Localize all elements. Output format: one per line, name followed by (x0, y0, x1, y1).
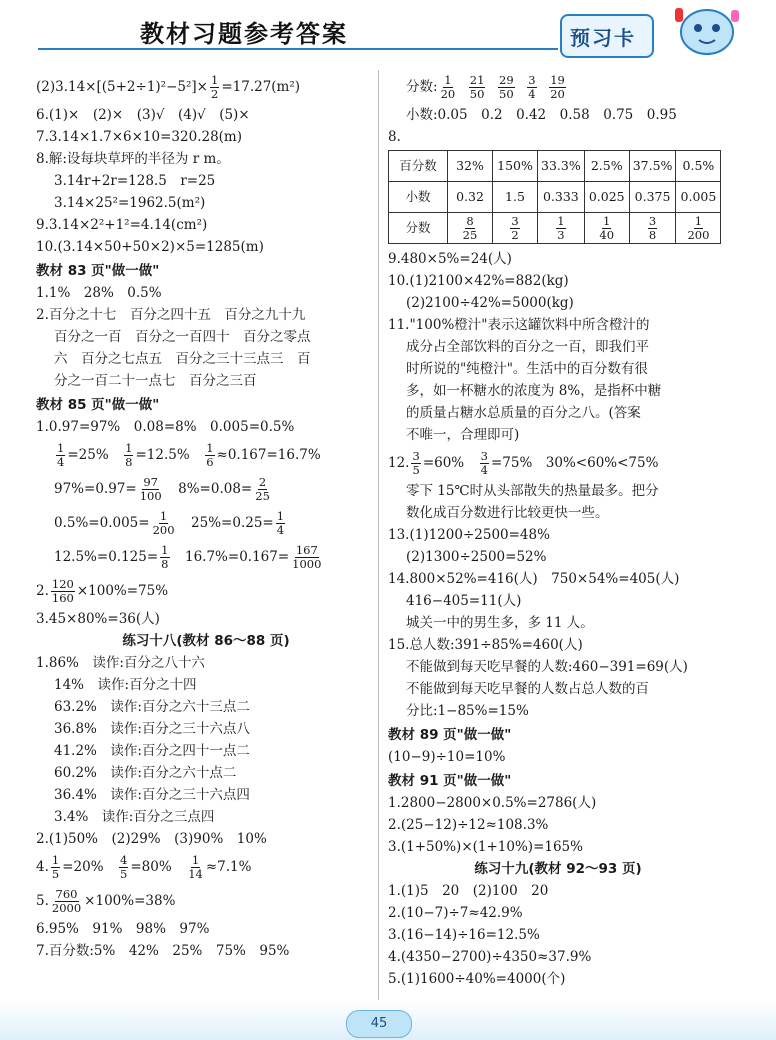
fraction: $\frac{760}{2000}$ (51, 886, 82, 915)
answer-line: (2)1300÷2500=52% (406, 549, 547, 565)
table-header-cell: 百分数 (389, 151, 448, 182)
table-cell: 2.5% (584, 151, 629, 182)
left-column (36, 70, 376, 962)
answer-9: 9.3.14×2²+1²=4.14(cm²) (36, 217, 208, 233)
section-heading: 教材 89 页"做一做" (388, 727, 512, 743)
table-header-cell: 小数 (389, 182, 448, 213)
answer-line: 分比:1−85%=15% (406, 703, 529, 719)
fraction: $\frac{1}{5}$ (51, 852, 60, 881)
answer-line: 3.(16−14)÷16=12.5% (388, 927, 540, 943)
answer-line: 城关一中的男生多，多 11 人。 (406, 615, 594, 631)
table-cell: 0.5% (676, 151, 721, 182)
answer-line: 多，如一杯糖水的浓度为 8%，是指杯中糖 (406, 383, 662, 399)
answer-line: 2.百分之十七 百分之四十五 百分之九十九 (36, 307, 306, 323)
fraction: $\frac{1}{6}$ (206, 440, 214, 469)
fraction: $\frac{1}{4}$ (57, 440, 65, 469)
answer-line: 36.4% 读作:百分之三十六点四 (54, 787, 250, 803)
fraction: $\frac{97}{100}$ (139, 474, 162, 503)
table-row (389, 151, 721, 182)
answer-line: 1.1% 28% 0.5% (36, 285, 162, 301)
answer-11: 11."100%橙汁"表示这罐饮料中所含橙汁的 (388, 317, 650, 333)
answer-line: 3.(1+50%)×(1+10%)=165% (388, 839, 583, 855)
preview-card-badge (560, 14, 654, 58)
table-row (389, 182, 721, 213)
answer-line: 2.(25−12)÷12≈108.3% (388, 817, 549, 833)
answer-line: 的质量占糖水总质量的百分之八。(答案 (406, 405, 641, 421)
answer-line: 六 百分之七点五 百分之三十三点三 百 (54, 351, 311, 367)
answer-line: (2)2100÷42%=5000(kg) (406, 295, 574, 311)
conversion-table (388, 150, 721, 244)
table-cell: $\frac{3}{8}$ (629, 213, 676, 244)
answer-8: 8.解:设每块草坪的半径为 r m。 (36, 151, 230, 167)
fraction: $\frac{21}{50}$ (469, 72, 485, 101)
answer-line: 5.(1)1600÷40%=4000(个) (388, 971, 566, 987)
answer-line: 时所说的"纯橙汁"。生活中的百分数有很 (406, 361, 648, 377)
table-row (389, 213, 721, 244)
answer-line: 63.2% 读作:百分之六十三点二 (54, 699, 250, 715)
section-heading: 教材 91 页"做一做" (388, 773, 512, 789)
answer-text: =17.27(m²) (221, 79, 301, 95)
fraction: $\frac{120}{160}$ (51, 576, 74, 605)
answer-line: 零下 15℃时从头部散失的热量最多。把分 (406, 483, 659, 499)
answer-line: 0.5%=0.005= $\frac{1}{200}$ 25%=0.25= $\frac{1}{4}$ (54, 508, 285, 537)
answer-line: 分之一百二十一点七 百分之三百 (54, 373, 257, 389)
answer-14: 14.800×52%=416(人) 750×54%=405(人) (388, 571, 680, 587)
right-column (388, 70, 728, 990)
section-heading: 练习十九(教材 92～93 页) (474, 861, 642, 877)
fraction: $\frac{1}{8}$ (125, 440, 133, 469)
fraction: $\frac{3}{4}$ (480, 448, 488, 477)
answer-8-step: 3.14r+2r=128.5 r=25 (54, 173, 216, 189)
header-underline (38, 48, 558, 50)
answer-line: 7.百分数:5% 42% 25% 75% 95% (36, 943, 290, 959)
answer-line: $\frac{1}{4}$ =25% $\frac{1}{8}$ =12.5% $\frac{1}{6}$ ≈0.167=16.7% (57, 440, 321, 469)
answer-line: 2.(10−7)÷7≈42.9% (388, 905, 523, 921)
table-cell: $\frac{1}{40}$ (584, 213, 629, 244)
table-cell: 150% (493, 151, 538, 182)
answer-line: 不能做到每天吃早餐的人数占总人数的百 (406, 681, 649, 697)
fraction: $\frac{1}{4}$ (276, 508, 285, 537)
answer-8-step: 3.14×25²=1962.5(m²) (54, 195, 206, 211)
table-cell: $\frac{8}{25}$ (448, 213, 493, 244)
answer-10: 10.(3.14×50+50×2)×5=1285(m) (36, 239, 264, 255)
table-cell: $\frac{3}{2}$ (493, 213, 538, 244)
fraction: $\frac{2}{25}$ (255, 474, 270, 503)
answer-line: 3.45×80%=36(人) (36, 611, 160, 627)
mascot-icon (655, 2, 755, 60)
answer-line: 1.2800−2800×0.5%=2786(人) (388, 795, 597, 811)
column-divider (378, 70, 379, 1000)
answer-text: (2)3.14×[(5+2÷1)²−5²]× (36, 79, 208, 95)
answer-line: 1.(1)5 20 (2)100 20 (388, 883, 549, 899)
table-cell: 0.025 (584, 182, 629, 213)
answer-7: 7.3.14×1.7×6×10=320.28(m) (36, 129, 242, 145)
answer-line: 1.86% 读作:百分之八十六 (36, 655, 205, 671)
answer-line: 2.(1)50% (2)29% (3)90% 10% (36, 831, 267, 847)
fraction: $\frac{29}{50}$ (499, 72, 514, 101)
fraction: $\frac{1}{14}$ (188, 852, 203, 881)
answer-line: 14% 读作:百分之十四 (54, 677, 197, 693)
fraction: $\frac{1}{20}$ (440, 72, 456, 101)
answer-line (36, 70, 376, 104)
answer-10: 10.(1)2100×42%=882(kg) (388, 273, 569, 289)
answer-line: 60.2% 读作:百分之六十点二 (54, 765, 237, 781)
answer-line: 不唯一，合理即可) (406, 427, 520, 443)
answer-line: 41.2% 读作:百分之四十一点二 (54, 743, 250, 759)
answer-13: 13.(1)1200÷2500=48% (388, 527, 550, 543)
answer-line: 36.8% 读作:百分之三十六点八 (54, 721, 250, 737)
fraction: $\frac{167}{1000}$ (292, 542, 322, 571)
fraction: $\frac{4}{5}$ (120, 852, 128, 881)
answer-line: 小数:0.05 0.2 0.42 0.58 0.75 0.95 (406, 107, 677, 123)
table-cell: 32% (448, 151, 493, 182)
answer-line: 12.5%=0.125= $\frac{1}{8}$ 16.7%=0.167= $\frac{167}{1000}$ (54, 542, 322, 571)
answer-line: 5. $\frac{760}{2000}$ ×100%=38% (36, 886, 176, 915)
fraction: $\frac{3}{4}$ (528, 72, 536, 101)
fraction: $\frac{1}{8}$ (161, 542, 169, 571)
fraction: $\frac{19}{20}$ (550, 72, 565, 101)
section-heading: 练习十八(教材 86～88 页) (122, 633, 290, 649)
answer-line: 4.(4350−2700)÷4350≈37.9% (388, 949, 592, 965)
answer-12: 12. $\frac{3}{5}$ =60% $\frac{3}{4}$ =75% 30%<60%<75% (388, 448, 659, 477)
answer-line: 97%=0.97= $\frac{97}{100}$ 8%=0.08= $\frac{2}{25}$ (54, 474, 270, 503)
page-title: 教材习题参考答案 (140, 20, 348, 48)
table-cell: $\frac{1}{3}$ (538, 213, 585, 244)
section-heading: 教材 83 页"做一做" (36, 263, 160, 279)
table-cell: 0.005 (676, 182, 721, 213)
fraction: $\frac{1}{200}$ (152, 508, 175, 537)
table-cell: 1.5 (493, 182, 538, 213)
answer-line: 分数: $\frac{1}{20}$ $\frac{21}{50}$ $\frac{29}{50}$ $\frac{3}{4}$ $\frac{19}{20}$ (406, 72, 565, 101)
table-cell: 0.333 (538, 182, 585, 213)
answer-line: 4. $\frac{1}{5}$ =20% $\frac{4}{5}$ =80% $\frac{1}{14}$ ≈7.1% (36, 852, 252, 881)
table-cell: 0.32 (448, 182, 493, 213)
page-number: 45 (346, 1010, 412, 1038)
table-cell: $\frac{1}{200}$ (676, 213, 721, 244)
answer-15: 15.总人数:391÷85%=460(人) (388, 637, 583, 653)
answer-9: 9.480×5%=24(人) (388, 251, 512, 267)
answer-line: 416−405=11(人) (406, 593, 522, 609)
answer-line: 数化成百分数进行比较更快一些。 (406, 505, 609, 521)
answer-8: 8. (388, 129, 401, 145)
answer-line: 3.4% 读作:百分之三点四 (54, 809, 215, 825)
table-cell: 33.3% (538, 151, 585, 182)
answer-line: 2. $\frac{120}{160}$ ×100%=75% (36, 576, 169, 605)
fraction: $\frac{1}{2}$ (211, 72, 219, 101)
page-header (0, 0, 776, 62)
table-header-cell: 分数 (389, 213, 448, 244)
table-cell: 37.5% (629, 151, 676, 182)
answer-line: 6.95% 91% 98% 97% (36, 921, 210, 937)
table-cell: 0.375 (629, 182, 676, 213)
answer-line: 成分占全部饮料的百分之一百，即我们平 (406, 339, 649, 355)
fraction: $\frac{3}{5}$ (412, 448, 420, 477)
answer-line: 1.0.97=97% 0.08=8% 0.005=0.5% (36, 419, 295, 435)
answer-line: (10−9)÷10=10% (388, 749, 506, 765)
badge-label: 预习卡 (570, 26, 636, 50)
section-heading: 教材 85 页"做一做" (36, 397, 160, 413)
answer-line: 不能做到每天吃早餐的人数:460−391=69(人) (406, 659, 688, 675)
answer-6: 6.(1)× (2)× (3)√ (4)√ (5)× (36, 107, 250, 123)
answer-line: 百分之一百 百分之一百四十 百分之零点 (54, 329, 311, 345)
